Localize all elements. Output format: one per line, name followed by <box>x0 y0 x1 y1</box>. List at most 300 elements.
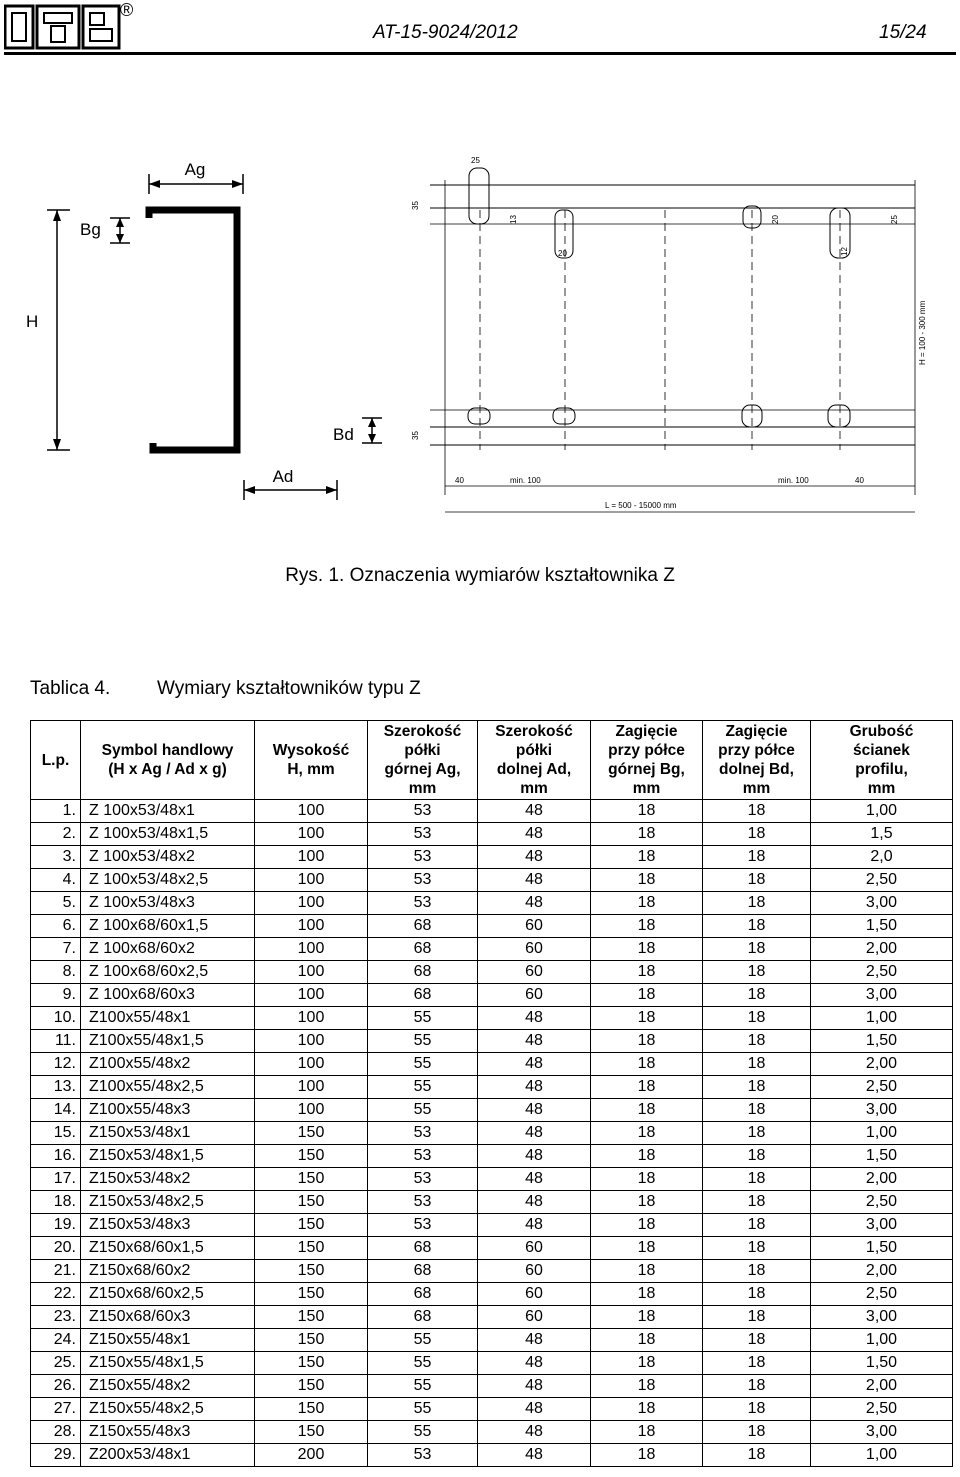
cell-ad: 48 <box>478 1145 591 1168</box>
cell-height: 100 <box>255 1076 368 1099</box>
cell-symbol: Z 100x68/60x3 <box>81 984 255 1007</box>
cell-thickness: 2,00 <box>811 1168 953 1191</box>
cell-ag: 55 <box>368 1398 478 1421</box>
cell-ag: 55 <box>368 1099 478 1122</box>
cell-ag: 55 <box>368 1076 478 1099</box>
cell-ad: 48 <box>478 1053 591 1076</box>
cell-thickness: 1,50 <box>811 1030 953 1053</box>
cell-ad: 60 <box>478 984 591 1007</box>
cell-ad: 48 <box>478 1352 591 1375</box>
cell-symbol: Z150x55/48x2 <box>81 1375 255 1398</box>
cell-thickness: 3,00 <box>811 892 953 915</box>
cell-ag: 53 <box>368 800 478 823</box>
cell-lp: 8. <box>31 961 81 984</box>
cell-thickness: 1,00 <box>811 1122 953 1145</box>
cell-symbol: Z150x68/60x2 <box>81 1260 255 1283</box>
cell-thickness: 2,00 <box>811 1375 953 1398</box>
cell-bg: 18 <box>591 892 703 915</box>
cell-lp: 22. <box>31 1283 81 1306</box>
cell-lp: 6. <box>31 915 81 938</box>
cell-lp: 9. <box>31 984 81 1007</box>
cell-height: 150 <box>255 1191 368 1214</box>
itb-logo-mark <box>4 4 124 50</box>
cell-ag: 55 <box>368 1007 478 1030</box>
cell-bd: 18 <box>703 1237 811 1260</box>
cell-thickness: 1,50 <box>811 915 953 938</box>
cell-bg: 18 <box>591 1007 703 1030</box>
cell-bd: 18 <box>703 1030 811 1053</box>
cell-thickness: 1,00 <box>811 800 953 823</box>
cell-ag: 55 <box>368 1053 478 1076</box>
cell-bg: 18 <box>591 823 703 846</box>
cell-thickness: 2,00 <box>811 1053 953 1076</box>
header-bg: Zagięcie przy półce górnej Bg, mm <box>591 721 703 800</box>
cell-ag: 55 <box>368 1352 478 1375</box>
cell-ag: 55 <box>368 1375 478 1398</box>
cell-bd: 18 <box>703 1398 811 1421</box>
cell-bg: 18 <box>591 869 703 892</box>
cell-ag: 55 <box>368 1421 478 1444</box>
cell-height: 150 <box>255 1421 368 1444</box>
label-bd: Bd <box>333 425 354 444</box>
table-row <box>31 1398 953 1421</box>
cell-bg: 18 <box>591 1122 703 1145</box>
table-row <box>31 800 953 823</box>
dim-12: 12 <box>840 247 849 256</box>
cell-ag: 53 <box>368 869 478 892</box>
cell-height: 100 <box>255 915 368 938</box>
cell-thickness: 1,50 <box>811 1237 953 1260</box>
cell-lp: 5. <box>31 892 81 915</box>
cell-ad: 48 <box>478 1375 591 1398</box>
cell-bg: 18 <box>591 1260 703 1283</box>
cell-symbol: Z 100x68/60x2 <box>81 938 255 961</box>
cell-height: 150 <box>255 1398 368 1421</box>
cell-bd: 18 <box>703 938 811 961</box>
table-body <box>31 800 953 1467</box>
cell-ag: 68 <box>368 1260 478 1283</box>
cell-ad: 48 <box>478 1030 591 1053</box>
cell-ad: 48 <box>478 1076 591 1099</box>
cell-bg: 18 <box>591 1237 703 1260</box>
cell-symbol: Z100x55/48x3 <box>81 1099 255 1122</box>
table-row <box>31 846 953 869</box>
cell-bg: 18 <box>591 846 703 869</box>
cell-height: 100 <box>255 869 368 892</box>
table-row <box>31 1007 953 1030</box>
cell-lp: 11. <box>31 1030 81 1053</box>
cell-height: 100 <box>255 961 368 984</box>
cell-lp: 3. <box>31 846 81 869</box>
cell-bd: 18 <box>703 1168 811 1191</box>
cell-ag: 68 <box>368 1283 478 1306</box>
header-bd: Zagięcie przy półce dolnej Bd, mm <box>703 721 811 800</box>
table-row <box>31 1168 953 1191</box>
cell-bg: 18 <box>591 1421 703 1444</box>
cell-bd: 18 <box>703 915 811 938</box>
cell-ag: 53 <box>368 1191 478 1214</box>
label-ag: Ag <box>184 160 206 179</box>
cell-thickness: 2,0 <box>811 846 953 869</box>
header-ag: Szerokość półki górnej Ag, mm <box>368 721 478 800</box>
cell-thickness: 3,00 <box>811 1214 953 1237</box>
cell-bd: 18 <box>703 1122 811 1145</box>
cell-height: 150 <box>255 1375 368 1398</box>
cell-ad: 48 <box>478 1122 591 1145</box>
cell-height: 100 <box>255 800 368 823</box>
label-ad: Ad <box>272 467 294 486</box>
cell-thickness: 1,5 <box>811 823 953 846</box>
dimensions-table <box>30 720 953 1467</box>
cell-symbol: Z150x55/48x1 <box>81 1329 255 1352</box>
table-row <box>31 1444 953 1467</box>
cell-bg: 18 <box>591 961 703 984</box>
cell-lp: 25. <box>31 1352 81 1375</box>
cell-symbol: Z100x55/48x2 <box>81 1053 255 1076</box>
cell-bg: 18 <box>591 1398 703 1421</box>
cell-ad: 48 <box>478 800 591 823</box>
cell-ad: 48 <box>478 1421 591 1444</box>
cell-ad: 60 <box>478 915 591 938</box>
cell-ad: 60 <box>478 1237 591 1260</box>
cell-ag: 53 <box>368 1168 478 1191</box>
cell-bd: 18 <box>703 1099 811 1122</box>
cell-bg: 18 <box>591 1283 703 1306</box>
cell-lp: 27. <box>31 1398 81 1421</box>
cell-lp: 24. <box>31 1329 81 1352</box>
cell-bg: 18 <box>591 1329 703 1352</box>
cell-height: 100 <box>255 892 368 915</box>
cell-lp: 23. <box>31 1306 81 1329</box>
cell-symbol: Z 100x53/48x1 <box>81 800 255 823</box>
cell-thickness: 2,00 <box>811 938 953 961</box>
cell-ag: 53 <box>368 1214 478 1237</box>
cell-ag: 68 <box>368 961 478 984</box>
table-row <box>31 1076 953 1099</box>
cell-ag: 68 <box>368 984 478 1007</box>
cell-lp: 26. <box>31 1375 81 1398</box>
header-symbol: Symbol handlowy (H x Ag / Ad x g) <box>81 721 255 800</box>
table-row <box>31 915 953 938</box>
table-row <box>31 1306 953 1329</box>
cell-height: 150 <box>255 1306 368 1329</box>
cell-ad: 48 <box>478 823 591 846</box>
cell-height: 100 <box>255 1007 368 1030</box>
header-ad: Szerokość półki dolnej Ad, mm <box>478 721 591 800</box>
cell-ad: 48 <box>478 1444 591 1467</box>
cell-height: 150 <box>255 1329 368 1352</box>
cell-ag: 53 <box>368 1444 478 1467</box>
cell-symbol: Z150x53/48x1,5 <box>81 1145 255 1168</box>
cell-height: 150 <box>255 1283 368 1306</box>
cell-bg: 18 <box>591 1444 703 1467</box>
cell-bg: 18 <box>591 1076 703 1099</box>
table-row <box>31 1053 953 1076</box>
cell-lp: 10. <box>31 1007 81 1030</box>
cell-symbol: Z 100x68/60x1,5 <box>81 915 255 938</box>
table-row <box>31 1237 953 1260</box>
cell-lp: 13. <box>31 1076 81 1099</box>
cell-ag: 68 <box>368 938 478 961</box>
table-row <box>31 1145 953 1168</box>
cell-lp: 29. <box>31 1444 81 1467</box>
cell-lp: 18. <box>31 1191 81 1214</box>
cell-bg: 18 <box>591 938 703 961</box>
cell-height: 100 <box>255 823 368 846</box>
cell-ad: 60 <box>478 961 591 984</box>
cell-thickness: 1,50 <box>811 1352 953 1375</box>
cell-ag: 55 <box>368 1030 478 1053</box>
cell-bd: 18 <box>703 1007 811 1030</box>
dim-40-left: 40 <box>455 476 464 485</box>
length-range: L = 500 - 15000 mm <box>605 501 677 510</box>
cell-ad: 48 <box>478 846 591 869</box>
cell-bd: 18 <box>703 1260 811 1283</box>
cell-bd: 18 <box>703 1191 811 1214</box>
cell-symbol: Z150x55/48x2,5 <box>81 1398 255 1421</box>
cell-bd: 18 <box>703 1421 811 1444</box>
cell-bg: 18 <box>591 984 703 1007</box>
table-row <box>31 1352 953 1375</box>
cell-height: 150 <box>255 1168 368 1191</box>
cell-height: 150 <box>255 1145 368 1168</box>
cell-symbol: Z 100x68/60x2,5 <box>81 961 255 984</box>
cell-bd: 18 <box>703 1352 811 1375</box>
cell-bd: 18 <box>703 846 811 869</box>
cell-height: 100 <box>255 1053 368 1076</box>
cell-symbol: Z150x53/48x3 <box>81 1214 255 1237</box>
table-row <box>31 1260 953 1283</box>
cell-lp: 21. <box>31 1260 81 1283</box>
cell-symbol: Z150x55/48x1,5 <box>81 1352 255 1375</box>
table-row <box>31 1191 953 1214</box>
cell-thickness: 2,50 <box>811 1076 953 1099</box>
cell-bg: 18 <box>591 1352 703 1375</box>
cell-thickness: 3,00 <box>811 1421 953 1444</box>
cell-thickness: 2,50 <box>811 869 953 892</box>
cell-thickness: 1,00 <box>811 1329 953 1352</box>
document-reference: AT-15-9024/2012 <box>373 22 518 43</box>
cell-ad: 48 <box>478 869 591 892</box>
cell-symbol: Z 100x53/48x2,5 <box>81 869 255 892</box>
cell-ag: 55 <box>368 1329 478 1352</box>
cell-ag: 53 <box>368 892 478 915</box>
cell-thickness: 2,50 <box>811 1283 953 1306</box>
registered-mark: ® <box>120 0 134 20</box>
cell-height: 100 <box>255 1030 368 1053</box>
cell-bd: 18 <box>703 961 811 984</box>
dim-40-right: 40 <box>855 476 864 485</box>
cell-bg: 18 <box>591 1375 703 1398</box>
table-row <box>31 1122 953 1145</box>
cell-symbol: Z150x53/48x1 <box>81 1122 255 1145</box>
cell-ag: 53 <box>368 823 478 846</box>
cell-bd: 18 <box>703 1283 811 1306</box>
cell-bd: 18 <box>703 823 811 846</box>
cell-bg: 18 <box>591 1191 703 1214</box>
cell-ad: 48 <box>478 1398 591 1421</box>
z-profile-drawing <box>0 150 400 520</box>
dim-35-bottom: 35 <box>411 431 420 440</box>
table-row <box>31 984 953 1007</box>
cell-lp: 19. <box>31 1214 81 1237</box>
cell-symbol: Z 100x53/48x1,5 <box>81 823 255 846</box>
cell-symbol: Z100x55/48x2,5 <box>81 1076 255 1099</box>
cell-thickness: 1,50 <box>811 1145 953 1168</box>
table-header-row <box>31 721 953 800</box>
cell-bd: 18 <box>703 1444 811 1467</box>
cell-ad: 48 <box>478 1168 591 1191</box>
cell-symbol: Z100x55/48x1,5 <box>81 1030 255 1053</box>
table-row <box>31 892 953 915</box>
cell-ad: 60 <box>478 1260 591 1283</box>
dim-13: 13 <box>509 215 518 224</box>
cell-bd: 18 <box>703 1375 811 1398</box>
table-title: Wymiary kształtowników typu Z <box>157 678 421 699</box>
cell-ag: 68 <box>368 1237 478 1260</box>
cell-height: 150 <box>255 1237 368 1260</box>
cell-ag: 53 <box>368 846 478 869</box>
table-row <box>31 961 953 984</box>
cell-ad: 48 <box>478 1099 591 1122</box>
label-bg: Bg <box>80 220 101 239</box>
cell-height: 100 <box>255 938 368 961</box>
cell-thickness: 3,00 <box>811 984 953 1007</box>
cell-bd: 18 <box>703 1076 811 1099</box>
cell-lp: 1. <box>31 800 81 823</box>
table-row <box>31 1099 953 1122</box>
cell-height: 100 <box>255 984 368 1007</box>
cell-bg: 18 <box>591 1168 703 1191</box>
cell-symbol: Z 100x53/48x2 <box>81 846 255 869</box>
cell-thickness: 2,50 <box>811 1398 953 1421</box>
cell-symbol: Z150x68/60x1,5 <box>81 1237 255 1260</box>
cell-height: 200 <box>255 1444 368 1467</box>
cell-bg: 18 <box>591 915 703 938</box>
cell-bd: 18 <box>703 869 811 892</box>
cell-lp: 14. <box>31 1099 81 1122</box>
table-row <box>31 869 953 892</box>
header-height: Wysokość H, mm <box>255 721 368 800</box>
cell-ad: 48 <box>478 892 591 915</box>
cell-ad: 48 <box>478 1214 591 1237</box>
cell-thickness: 2,00 <box>811 1260 953 1283</box>
cell-ad: 60 <box>478 1306 591 1329</box>
header-thickness: Grubość ścianek profilu, mm <box>811 721 953 800</box>
cell-lp: 2. <box>31 823 81 846</box>
cell-thickness: 1,00 <box>811 1007 953 1030</box>
cell-bg: 18 <box>591 1145 703 1168</box>
cell-symbol: Z150x53/48x2 <box>81 1168 255 1191</box>
table-row <box>31 1214 953 1237</box>
cell-lp: 4. <box>31 869 81 892</box>
cell-symbol: Z 100x53/48x3 <box>81 892 255 915</box>
dim-25-top: 25 <box>471 156 480 165</box>
cell-bd: 18 <box>703 1306 811 1329</box>
cell-thickness: 3,00 <box>811 1306 953 1329</box>
cell-bg: 18 <box>591 800 703 823</box>
cell-symbol: Z100x55/48x1 <box>81 1007 255 1030</box>
min-100-right: min. 100 <box>778 476 809 485</box>
hole-layout-drawing <box>400 150 950 520</box>
cell-symbol: Z150x68/60x3 <box>81 1306 255 1329</box>
cell-ad: 48 <box>478 1329 591 1352</box>
cell-lp: 12. <box>31 1053 81 1076</box>
table-row <box>31 1329 953 1352</box>
itb-logo <box>4 4 124 50</box>
cell-lp: 20. <box>31 1237 81 1260</box>
table-row <box>31 1283 953 1306</box>
cell-height: 150 <box>255 1214 368 1237</box>
page-number: 15/24 <box>879 22 927 43</box>
cell-bg: 18 <box>591 1099 703 1122</box>
min-100-left: min. 100 <box>510 476 541 485</box>
cell-ad: 48 <box>478 1191 591 1214</box>
cell-lp: 28. <box>31 1421 81 1444</box>
label-h: H <box>26 312 39 331</box>
cell-ad: 60 <box>478 938 591 961</box>
cell-thickness: 3,00 <box>811 1099 953 1122</box>
cell-thickness: 1,00 <box>811 1444 953 1467</box>
cell-bd: 18 <box>703 1053 811 1076</box>
cell-symbol: Z150x53/48x2,5 <box>81 1191 255 1214</box>
table-row <box>31 938 953 961</box>
table-row <box>31 1375 953 1398</box>
cell-lp: 16. <box>31 1145 81 1168</box>
cell-height: 150 <box>255 1122 368 1145</box>
cell-bg: 18 <box>591 1030 703 1053</box>
cell-bd: 18 <box>703 892 811 915</box>
cell-ag: 68 <box>368 1306 478 1329</box>
cell-ag: 53 <box>368 1145 478 1168</box>
dim-25-right: 25 <box>890 215 899 224</box>
cell-symbol: Z150x68/60x2,5 <box>81 1283 255 1306</box>
cell-height: 100 <box>255 846 368 869</box>
cell-height: 150 <box>255 1260 368 1283</box>
table-row <box>31 823 953 846</box>
cell-bg: 18 <box>591 1306 703 1329</box>
table-row <box>31 1421 953 1444</box>
cell-bg: 18 <box>591 1053 703 1076</box>
table-label: Tablica 4. <box>30 678 111 699</box>
cell-ad: 60 <box>478 1283 591 1306</box>
figure-caption: Rys. 1. Oznaczenia wymiarów kształtownika Z <box>285 565 675 586</box>
dim-20-a: 20 <box>558 249 567 258</box>
cell-bd: 18 <box>703 800 811 823</box>
cell-lp: 7. <box>31 938 81 961</box>
cell-thickness: 2,50 <box>811 1191 953 1214</box>
cell-thickness: 2,50 <box>811 961 953 984</box>
cell-ag: 68 <box>368 915 478 938</box>
cell-bd: 18 <box>703 1214 811 1237</box>
table-row <box>31 1030 953 1053</box>
cell-bd: 18 <box>703 984 811 1007</box>
cell-ag: 53 <box>368 1122 478 1145</box>
header-lp: L.p. <box>31 721 81 800</box>
cell-bg: 18 <box>591 1214 703 1237</box>
cell-height: 100 <box>255 1099 368 1122</box>
dim-20-b: 20 <box>771 215 780 224</box>
cell-height: 150 <box>255 1352 368 1375</box>
cell-lp: 17. <box>31 1168 81 1191</box>
cell-lp: 15. <box>31 1122 81 1145</box>
header-divider <box>4 52 956 55</box>
height-range: H = 100 - 300 mm <box>918 300 927 365</box>
cell-symbol: Z200x53/48x1 <box>81 1444 255 1467</box>
dim-35-top: 35 <box>411 201 420 210</box>
cell-ad: 48 <box>478 1007 591 1030</box>
cell-bd: 18 <box>703 1145 811 1168</box>
